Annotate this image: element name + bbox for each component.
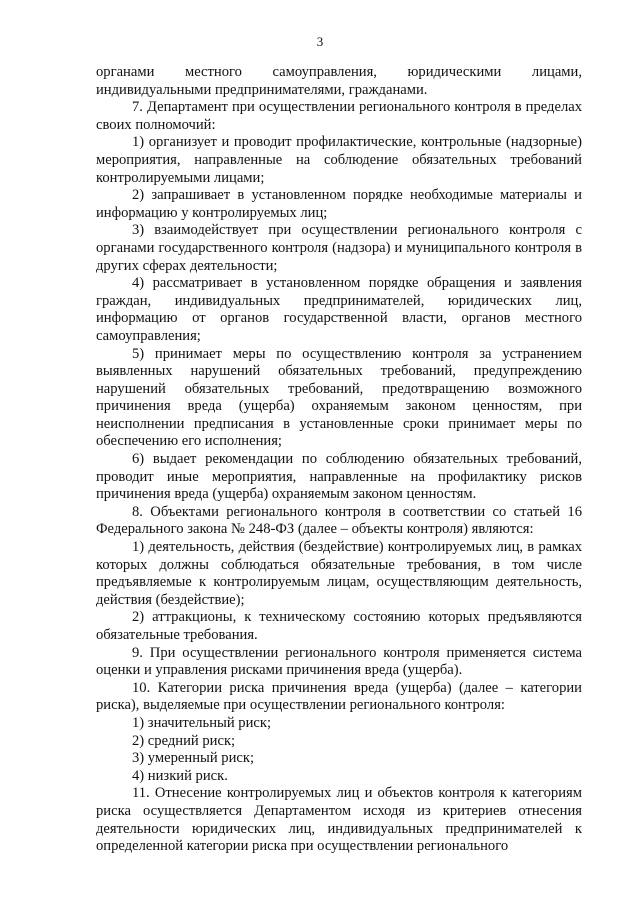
paragraph: 2) аттракционы, к техническому состоянию которых предъявляются обязательные требования. bbox=[96, 609, 582, 643]
paragraph: органами местного самоуправления, юридическими лицами, индивидуальными предпринимателями, гражданами. bbox=[96, 64, 582, 98]
paragraph: 11. Отнесение контролируемых лиц и объектов контроля к категориям риска осуществляется Департаментом исходя из критериев отнесения деятельности юридических лиц, индивидуальных предпринимателей к определенной категории риска при осуществлении регионального bbox=[96, 785, 582, 855]
paragraph: 9. При осуществлении регионального контроля применяется система оценки и управления рисками причинения вреда (ущерба). bbox=[96, 644, 582, 679]
paragraph: 1) деятельность, действия (бездействие) контролируемых лиц, в рамках которых должны соблюдаться обязательные требования, в том числе предъявляемые к контролируемым лицам, осуществляющим деятельность, действия (бездействие); bbox=[96, 539, 582, 608]
paragraph: 6) выдает рекомендации по соблюдению обязательных требований, проводит иные мероприятия, направленные на профилактику рисков причинения вреда (ущерба) охраняемым законом ценностям. bbox=[96, 451, 582, 503]
paragraph: 4) рассматривает в установленном порядке обращения и заявления граждан, индивидуальных предпринимателей, юридических лиц, информацию от органов государственной власти, органов местного самоуправления; bbox=[96, 275, 582, 344]
paragraph: 4) низкий риск. bbox=[132, 767, 228, 784]
paragraph: 7. Департамент при осуществлении регионального контроля в пределах своих полномочий: bbox=[96, 99, 582, 133]
paragraph: 2) запрашивает в установленном порядке необходимые материалы и информацию у контролируемых лиц; bbox=[96, 187, 582, 221]
document-body bbox=[96, 64, 582, 856]
paragraph: 8. Объектами регионального контроля в соответствии со статьей 16 Федерального закона № 248-ФЗ (далее – объекты контроля) являются: bbox=[96, 503, 582, 538]
paragraph: 5) принимает меры по осуществлению контроля за устранением выявленных нарушений обязательных требований, предупреждению нарушений обязательных требований, предотвращению возможного причинения вреда (ущерба) охраняемым законом ценностям, при неисполнении предписания в установленные сроки принимает меры по обеспечению его исполнения; bbox=[96, 345, 582, 450]
paragraph: 1) организует и проводит профилактические, контрольные (надзорные) мероприятия, направленные на соблюдение обязательных требований контролируемыми лицами; bbox=[96, 134, 582, 186]
paragraph: 10. Категории риска причинения вреда (ущерба) (далее – категории риска), выделяемые при осуществлении регионального контроля: bbox=[96, 679, 582, 714]
paragraph: 3) умеренный риск; bbox=[132, 750, 255, 767]
paragraph: 2) средний риск; bbox=[132, 732, 236, 749]
page-number: 3 bbox=[316, 34, 324, 49]
paragraph: 3) взаимодействует при осуществлении регионального контроля с органами государственного контроля (надзора) и муниципального контроля в других сферах деятельности; bbox=[96, 222, 582, 274]
paragraph: 1) значительный риск; bbox=[132, 714, 272, 731]
